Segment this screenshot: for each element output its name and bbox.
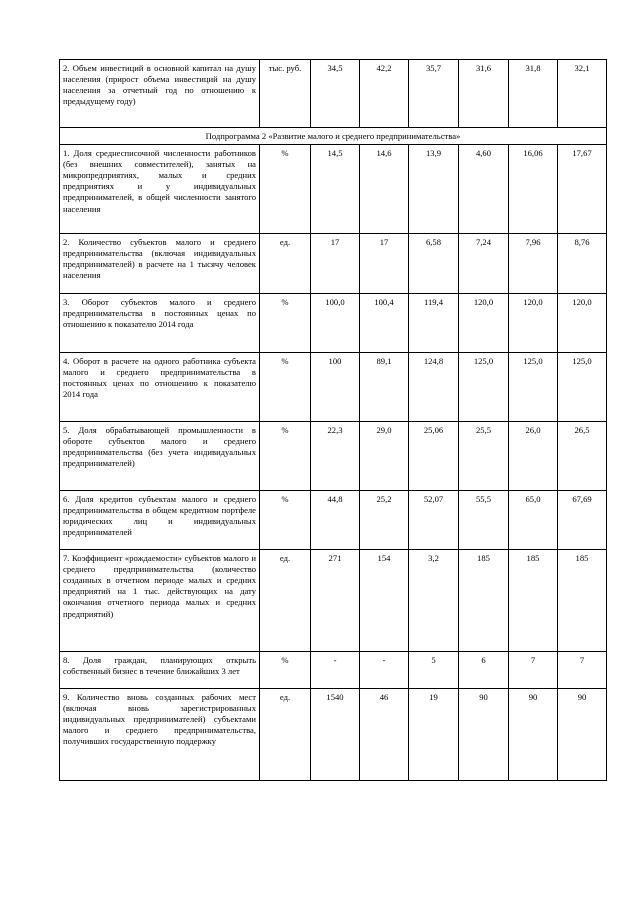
value-cell: 100,4: [360, 294, 409, 353]
value-cell: 119,4: [409, 294, 459, 353]
value-cell: 65,0: [509, 491, 558, 550]
value-cell: 100,0: [311, 294, 360, 353]
value-cell: 29,0: [360, 422, 409, 491]
value-cell: 185: [558, 550, 607, 652]
indicator-unit: %: [260, 422, 311, 491]
indicator-name: 2. Объем инвестиций в основной капитал на душу населения (прирост объема инвестиций на душу населения за отчетный год по отношению к предыдущему году): [60, 60, 260, 128]
value-cell: 89,1: [360, 353, 409, 422]
indicator-unit: %: [260, 491, 311, 550]
value-cell: 124,8: [409, 353, 459, 422]
table-row: [60, 491, 607, 550]
value-cell: 46: [360, 689, 409, 781]
value-cell: 125,0: [509, 353, 558, 422]
value-cell: 25,5: [459, 422, 509, 491]
value-cell: 32,1: [558, 60, 607, 128]
value-cell: 25,2: [360, 491, 409, 550]
value-cell: 6: [459, 652, 509, 689]
value-cell: 42,2: [360, 60, 409, 128]
value-cell: -: [311, 652, 360, 689]
value-cell: 44,8: [311, 491, 360, 550]
value-cell: 26,5: [558, 422, 607, 491]
value-cell: 17,67: [558, 145, 607, 234]
indicator-unit: тыс. руб.: [260, 60, 311, 128]
value-cell: 13,9: [409, 145, 459, 234]
value-cell: -: [360, 652, 409, 689]
indicator-unit: ед.: [260, 689, 311, 781]
value-cell: 35,7: [409, 60, 459, 128]
value-cell: 7,24: [459, 234, 509, 294]
value-cell: 90: [459, 689, 509, 781]
indicator-unit: %: [260, 145, 311, 234]
value-cell: 67,69: [558, 491, 607, 550]
value-cell: 120,0: [459, 294, 509, 353]
value-cell: 125,0: [459, 353, 509, 422]
value-cell: 31,6: [459, 60, 509, 128]
value-cell: 1540: [311, 689, 360, 781]
indicator-name: 1. Доля среднесписочной численности работников (без внешних совместителей), занятых на микропредприятиях, малых и средних предприятиях и у индивидуальных предпринимателей, в общей численности занятого населения: [60, 145, 260, 234]
table-row: [60, 652, 607, 689]
value-cell: 7,96: [509, 234, 558, 294]
value-cell: 154: [360, 550, 409, 652]
value-cell: 120,0: [509, 294, 558, 353]
value-cell: 4,60: [459, 145, 509, 234]
value-cell: 8,76: [558, 234, 607, 294]
value-cell: 22,3: [311, 422, 360, 491]
value-cell: 7: [558, 652, 607, 689]
indicator-name: 8. Доля граждан, планирующих открыть собственный бизнес в течение ближайших 3 лет: [60, 652, 260, 689]
value-cell: 185: [459, 550, 509, 652]
indicator-name: 3. Оборот субъектов малого и среднего предпринимательства в постоянных ценах по отношению к показателю 2014 года: [60, 294, 260, 353]
indicator-unit: %: [260, 294, 311, 353]
value-cell: 7: [509, 652, 558, 689]
section-row: [60, 128, 607, 145]
table-row: [60, 145, 607, 234]
indicator-unit: ед.: [260, 234, 311, 294]
value-cell: 3,2: [409, 550, 459, 652]
value-cell: 17: [311, 234, 360, 294]
indicators-table: [59, 59, 607, 781]
table-row: [60, 422, 607, 491]
indicator-name: 9. Количество вновь созданных рабочих мест (включая вновь зарегистрированных индивидуальных предпринимателей) субъектами малого и среднего предпринимательства, получивших государственную поддержку: [60, 689, 260, 781]
table-row: [60, 234, 607, 294]
value-cell: 90: [558, 689, 607, 781]
value-cell: 125,0: [558, 353, 607, 422]
section-title: Подпрограмма 2 «Развитие малого и среднего предпринимательства»: [60, 128, 607, 145]
value-cell: 16,06: [509, 145, 558, 234]
value-cell: 26,0: [509, 422, 558, 491]
table-row: [60, 689, 607, 781]
table-row: [60, 60, 607, 128]
table-row: [60, 294, 607, 353]
value-cell: 100: [311, 353, 360, 422]
indicator-name: 5. Доля обрабатывающей промышленности в обороте субъектов малого и среднего предпринимательства (без учета индивидуальных предпринимателей): [60, 422, 260, 491]
value-cell: 5: [409, 652, 459, 689]
indicator-unit: %: [260, 652, 311, 689]
value-cell: 52,07: [409, 491, 459, 550]
value-cell: 19: [409, 689, 459, 781]
value-cell: 31,8: [509, 60, 558, 128]
value-cell: 14,6: [360, 145, 409, 234]
indicator-name: 2. Количество субъектов малого и среднего предпринимательства (включая индивидуальных предпринимателей) в расчете на 1 тысячу человек населения: [60, 234, 260, 294]
value-cell: 90: [509, 689, 558, 781]
value-cell: 17: [360, 234, 409, 294]
value-cell: 14,5: [311, 145, 360, 234]
value-cell: 271: [311, 550, 360, 652]
value-cell: 25,06: [409, 422, 459, 491]
indicator-unit: ед.: [260, 550, 311, 652]
indicator-name: 7. Коэффициент «рождаемости» субъектов малого и среднего предпринимательства (количество созданных в отчетном периоде малых и средних предприятий на 1 тыс. действующих на дату окончания отчетного периода малых и средних предприятий): [60, 550, 260, 652]
table-row: [60, 353, 607, 422]
indicator-name: 6. Доля кредитов субъектам малого и среднего предпринимательства в общем кредитном портфеле юридических лиц и индивидуальных предпринимателей: [60, 491, 260, 550]
table-row: [60, 550, 607, 652]
indicator-name: 4. Оборот в расчете на одного работника субъекта малого и среднего предпринимательства в постоянных ценах по отношению к показателю 2014 года: [60, 353, 260, 422]
value-cell: 185: [509, 550, 558, 652]
indicator-unit: %: [260, 353, 311, 422]
value-cell: 120,0: [558, 294, 607, 353]
value-cell: 34,5: [311, 60, 360, 128]
value-cell: 55,5: [459, 491, 509, 550]
value-cell: 6,58: [409, 234, 459, 294]
